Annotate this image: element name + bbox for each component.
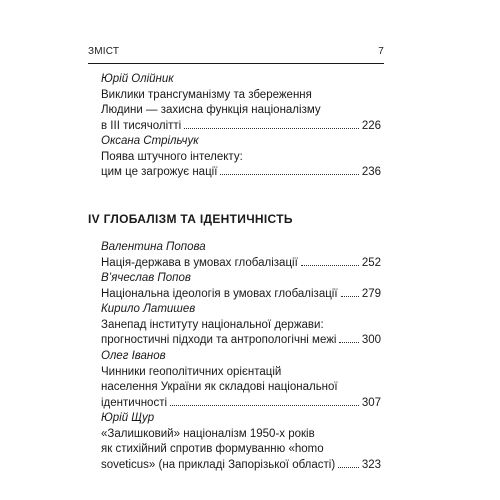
toc-title-line: прогностичні підходи та антропологічні межі xyxy=(101,334,337,346)
toc-page-number: 323 xyxy=(361,458,381,471)
running-header-section: ЗМІСТ xyxy=(88,46,120,57)
leader-dots xyxy=(338,467,359,468)
toc-entry xyxy=(101,411,381,473)
toc-title-line: Виклики трансгуманізму та збереження xyxy=(101,88,312,101)
toc-page-number: 236 xyxy=(361,166,381,178)
toc-entry xyxy=(101,349,381,411)
toc-title-line: Чинники геополітичних орієнтацій xyxy=(101,365,282,378)
toc-author: Юрій Олійник xyxy=(101,73,174,85)
toc-entry xyxy=(101,302,381,349)
toc-title-line: Нація-держава в умовах глобалізації xyxy=(101,256,298,269)
toc-author: Юрій Щур xyxy=(101,412,155,424)
toc-title-line: ідентичності xyxy=(101,396,168,409)
toc-leader-line xyxy=(101,119,381,135)
toc-entry xyxy=(101,240,381,271)
toc-page-number: 307 xyxy=(361,396,381,409)
toc-title-line: Національна ідеологія в умовах глобалізації xyxy=(101,287,338,300)
toc-title-line: Поява штучного інтелекту: xyxy=(101,150,243,163)
toc-title-line: Занепад інституту національної держави: xyxy=(101,318,324,331)
toc-title-line: населення України як складові національної xyxy=(101,381,338,393)
toc-title-line: в III тисячолітті xyxy=(101,119,182,132)
toc-page-number: 300 xyxy=(361,334,381,346)
toc-leader-line xyxy=(101,287,381,303)
toc-author: Оксана Стрільчук xyxy=(101,135,199,147)
toc-author: Олег Іванов xyxy=(101,350,166,362)
toc-entry xyxy=(101,72,381,134)
toc-title-line: «Залишковий» націоналізм 1950-х років xyxy=(101,427,315,440)
toc-page-number: 226 xyxy=(361,119,381,132)
leader-dots xyxy=(341,296,359,297)
toc-entry xyxy=(101,271,381,302)
running-header xyxy=(88,46,384,62)
leader-dots xyxy=(339,342,358,343)
toc-title-line: soveticus» (на прикладі Запорізької області) xyxy=(101,458,336,471)
toc-leader-line xyxy=(101,396,381,412)
toc-title-line: цим це загрожує нації xyxy=(101,166,218,178)
toc-author: Валентина Попова xyxy=(101,241,206,253)
toc-title-line: як стихійний спротив формуванню «homo xyxy=(101,443,324,455)
leader-dots xyxy=(170,405,359,406)
leader-dots xyxy=(220,174,358,175)
toc-leader-line xyxy=(101,256,381,272)
header-rule xyxy=(88,63,384,64)
page-number: 7 xyxy=(378,46,384,57)
toc-page-number: 252 xyxy=(361,256,381,269)
section-heading: IV ГЛОБАЛІЗМ ТА ІДЕНТИЧНІСТЬ xyxy=(88,212,293,226)
leader-dots xyxy=(184,128,359,129)
toc-entry xyxy=(101,134,381,181)
leader-dots xyxy=(301,265,359,266)
toc-author: В’ячеслав Попов xyxy=(101,272,191,284)
toc-author: Кирило Латишев xyxy=(101,303,196,315)
toc-leader-line xyxy=(101,165,381,181)
toc-leader-line xyxy=(101,458,381,474)
toc-title-line: Людини — захисна функція націоналізму xyxy=(101,104,321,116)
toc-leader-line xyxy=(101,333,381,349)
toc-page-number: 279 xyxy=(361,287,381,300)
